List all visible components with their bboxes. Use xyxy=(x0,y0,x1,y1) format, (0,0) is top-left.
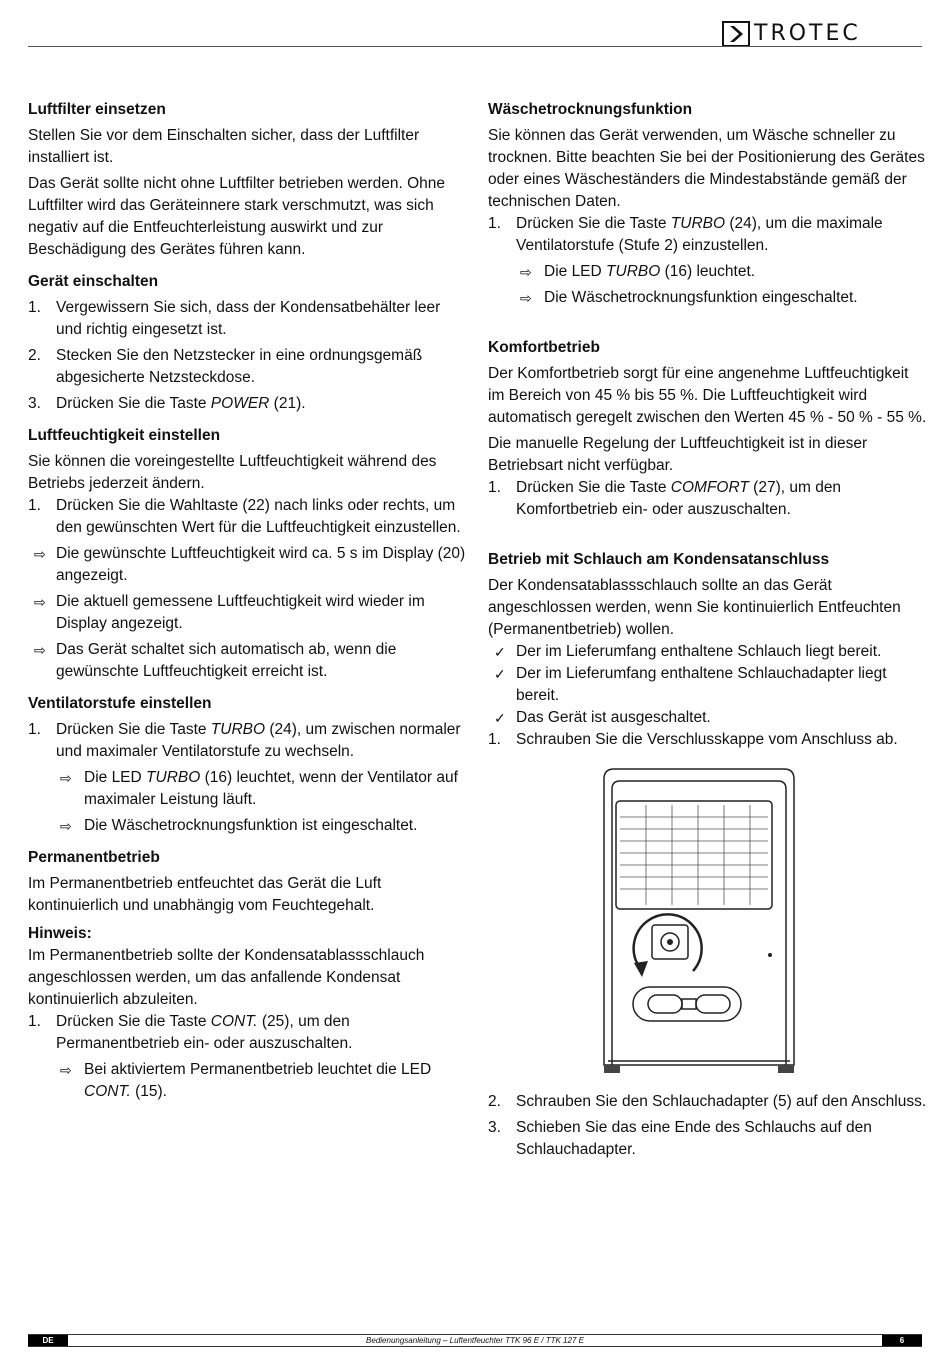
result-item: ⇨ Die LED TURBO (16) leuchtet, wenn der Ventilator auf maximaler Leistung läuft. xyxy=(60,769,458,808)
list-item: 1. Drücken Sie die Taste TURBO (24), um zwischen normaler und maximaler Ventilatorstufe zu wechseln. xyxy=(28,721,461,760)
section-title: Ventilatorstufe einstellen xyxy=(28,695,212,712)
paragraph: Sie können die voreingestellte Luftfeuchtigkeit während des Betriebs jederzeit ändern. xyxy=(28,453,437,492)
list-item: 1. Drücken Sie die Taste TURBO (24), um die maximale Ventilatorstufe (Stufe 2) einzustellen. xyxy=(488,215,883,254)
result-arrow-icon: ⇨ xyxy=(34,642,46,658)
list-item: 1. Drücken Sie die Taste COMFORT (27), um den Komfortbetrieb ein- oder auszuschalten. xyxy=(488,479,842,518)
result-item: ⇨ Die Wäschetrocknungsfunktion ist eingeschaltet. xyxy=(28,815,468,837)
precondition-item: ✓ Der im Lieferumfang enthaltene Schlauch liegt bereit. xyxy=(488,641,928,663)
result-arrow-icon: ⇨ xyxy=(60,818,72,834)
result-item: ⇨ Die aktuell gemessene Luftfeuchtigkeit wird wieder im Display angezeigt. xyxy=(34,593,425,632)
list-item: 3. Schieben Sie das eine Ende des Schlauchs auf den Schlauchadapter. xyxy=(488,1119,872,1158)
list-item: 3. Drücken Sie die Taste POWER (21). xyxy=(28,395,306,412)
paragraph: Sie können das Gerät verwenden, um Wäsche schneller zu trocknen. Bitte beachten Sie bei der Positionierung des Gerätes oder eines Wäscheständers die Mindestabstände gemäß der technischen Daten. xyxy=(488,127,925,210)
list-item: 1. Drücken Sie die Wahltaste (22) nach links oder rechts, um den gewünschten Wert für die Luftfeuchtigkeit einzustellen. xyxy=(28,497,461,536)
list-item: 2. Schrauben Sie den Schlauchadapter (5) auf den Anschluss. xyxy=(488,1093,927,1110)
note-text: Im Permanentbetrieb sollte der Kondensatablassschlauch angeschlossen werden, um das anfallende Kondensat kontinuierlich abzuleiten. xyxy=(28,947,425,1008)
section-title: Luftfilter einsetzen xyxy=(28,101,166,118)
list-item: 1. Drücken Sie die Taste CONT. (25), um den Permanentbetrieb ein- oder auszuschalten. xyxy=(28,1013,353,1052)
result-arrow-icon: ⇨ xyxy=(34,594,46,610)
paragraph: Im Permanentbetrieb entfeuchtet das Gerät die Luft kontinuierlich und unabhängig vom Feuchtegehalt. xyxy=(28,875,382,914)
left-column xyxy=(28,99,468,1107)
list-item: 1. Schrauben Sie die Verschlusskappe vom Anschluss ab. xyxy=(488,731,898,748)
paragraph: Der Komfortbetrieb sorgt für eine angenehme Luftfeuchtigkeit im Bereich von 45 % bis 55 %. Die Luftfeuchtigkeit wird automatisch geregelt zwischen den Werten 45 % - 50 % - 55 %. xyxy=(488,365,927,426)
paragraph: Der Kondensatablassschlauch sollte an das Gerät angeschlossen werden, wenn Sie kontinuierlich Entfeuchten (Permanentbetrieb) wollen. xyxy=(488,577,901,638)
logo-mark-icon xyxy=(722,21,750,47)
list-item: 2. Stecken Sie den Netzstecker in eine ordnungsgemäß abgesicherte Netzsteckdose. xyxy=(28,347,423,386)
section-title: Luftfeuchtigkeit einstellen xyxy=(28,427,221,444)
right-column xyxy=(488,99,928,1165)
result-arrow-icon: ⇨ xyxy=(60,770,72,786)
result-item: ⇨ Das Gerät schaltet sich automatisch ab, wenn die gewünschte Luftfeuchtigkeit erreicht ist. xyxy=(34,641,397,680)
result-item: ⇨ Die LED TURBO (16) leuchtet. xyxy=(488,261,928,283)
section-title: Gerät einschalten xyxy=(28,273,159,290)
check-icon: ✓ xyxy=(494,644,506,660)
result-arrow-icon: ⇨ xyxy=(34,546,46,562)
result-item: ⇨ Bei aktiviertem Permanentbetrieb leuchtet die LED CONT. (15). xyxy=(60,1061,432,1100)
check-icon: ✓ xyxy=(494,666,506,682)
document-title: Bedienungsanleitung – Luftentfeuchter TTK 96 E / TTK 127 E xyxy=(366,1336,584,1345)
result-arrow-icon: ⇨ xyxy=(520,290,532,306)
precondition-item: ✓ Der im Lieferumfang enthaltene Schlauchadapter liegt bereit. xyxy=(494,665,887,704)
dehumidifier-illustration xyxy=(598,765,800,1075)
paragraph: Stellen Sie vor dem Einschalten sicher, dass der Luftfilter installiert ist. xyxy=(28,127,420,166)
section-title: Wäschetrocknungsfunktion xyxy=(488,101,693,118)
paragraph: Die manuelle Regelung der Luftfeuchtigkeit ist in dieser Betriebsart nicht verfügbar. xyxy=(488,435,868,474)
precondition-item: ✓ Das Gerät ist ausgeschaltet. xyxy=(488,707,928,729)
page-footer xyxy=(28,1334,922,1347)
result-arrow-icon: ⇨ xyxy=(520,264,532,280)
paragraph: Das Gerät sollte nicht ohne Luftfilter betrieben werden. Ohne Luftfilter wird das Geräteinnere stark verschmutzt, was sich negativ auf die Entfeuchterleistung auswirkt und zur Beschädigung des Gerätes führen kann. xyxy=(28,175,446,258)
note-title: Hinweis: xyxy=(28,925,92,942)
list-item: 1. Vergewissern Sie sich, dass der Kondensatbehälter leer und richtig eingesetzt ist. xyxy=(28,299,441,338)
result-item: ⇨ Die Wäschetrocknungsfunktion eingeschaltet. xyxy=(488,287,928,309)
brand-name: TROTEC xyxy=(754,21,861,46)
check-icon: ✓ xyxy=(494,710,506,726)
section-title: Permanentbetrieb xyxy=(28,849,160,866)
header-rule xyxy=(28,46,922,47)
section-title: Komfortbetrieb xyxy=(488,339,600,356)
trotec-logo xyxy=(722,21,922,47)
page-number: 6 xyxy=(882,1335,922,1346)
section-title: Betrieb mit Schlauch am Kondensatanschluss xyxy=(488,551,830,568)
result-arrow-icon: ⇨ xyxy=(60,1062,72,1078)
result-item: ⇨ Die gewünschte Luftfeuchtigkeit wird ca. 5 s im Display (20) angezeigt. xyxy=(34,545,466,584)
language-tag: DE xyxy=(28,1335,68,1346)
